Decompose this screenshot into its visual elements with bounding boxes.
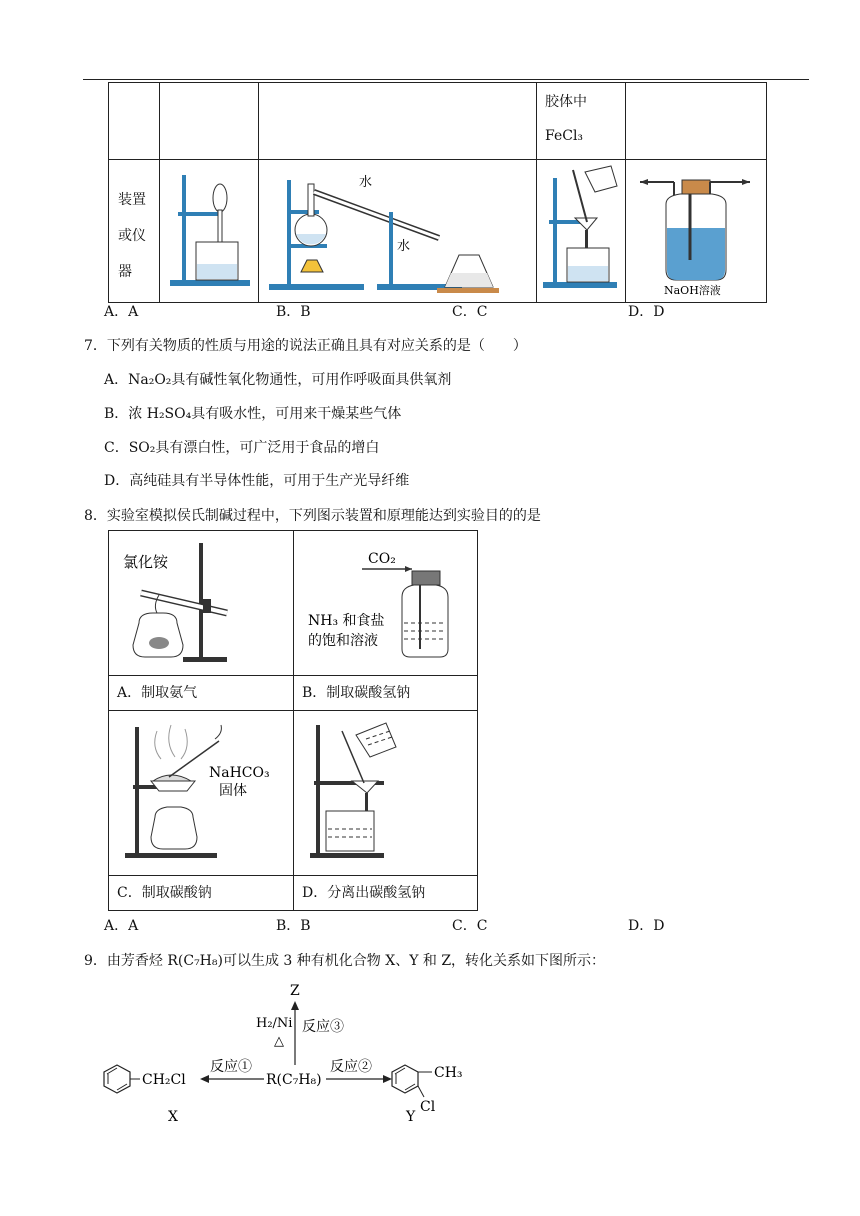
delta-label: △ [274, 1034, 284, 1049]
reaction2-label: 反应② [330, 1059, 372, 1075]
q7-option-d[interactable]: D．高纯硅具有半导体性能，可用于生产光导纤维 [104, 473, 410, 489]
cl-label: Cl [420, 1099, 436, 1115]
q7-option-b[interactable]: B．浓 H₂SO₄具有吸水性，可用来干燥某些气体 [104, 406, 402, 422]
co2-label: CO₂ [368, 551, 396, 567]
separatory-funnel-stand-figure [160, 160, 258, 298]
q6-cell-b-top [259, 83, 537, 160]
distillation-figure [259, 160, 536, 298]
reaction-scheme [90, 975, 510, 1130]
q6-option-a[interactable]: A．A [104, 304, 139, 320]
q6-row-label-1: 装置 [118, 192, 146, 208]
reaction3-label: 反应③ [302, 1019, 344, 1035]
q8-figure-a [109, 531, 294, 676]
q8-caption-a: A．制取氨气 [117, 685, 198, 701]
q6-apparatus-a [160, 160, 259, 303]
q7-option-c[interactable]: C．SO₂具有漂白性，可广泛用于食品的增白 [104, 440, 380, 456]
q8-option-a[interactable]: A．A [104, 918, 139, 934]
gas-washing-bottle-figure [626, 160, 766, 298]
q8-option-d[interactable]: D．D [628, 918, 665, 934]
reaction1-label: 反应① [210, 1059, 252, 1075]
q6-cell-c-top [537, 83, 626, 160]
q6-option-c[interactable]: C．C [452, 304, 488, 320]
ammonia-prep-figure [109, 531, 293, 671]
nh3-label-2: 的饱和溶液 [308, 633, 378, 649]
q8-caption-a-cell [109, 676, 294, 711]
q8-figure-b [294, 531, 478, 676]
nahco3-label-2: 固体 [219, 783, 247, 799]
nahco3-prep-figure [294, 531, 477, 671]
y-label: Y [406, 1109, 416, 1125]
q7-option-a[interactable]: A．Na₂O₂具有碱性氧化物通性，可用作呼吸面具供氧剂 [104, 372, 452, 388]
r-label: R(C₇H₈) [266, 1072, 322, 1088]
q6-cell-a-top [160, 83, 259, 160]
nh3-label-1: NH₃ 和食盐 [308, 613, 385, 629]
q8-caption-b-cell [294, 676, 478, 711]
q8-option-b[interactable]: B．B [276, 918, 311, 934]
filtration-figure [537, 160, 625, 298]
q6-apparatus-c [537, 160, 626, 303]
q6-row-label-cell [109, 160, 160, 303]
q7-stem: 7．下列有关物质的性质与用途的说法正确且具有对应关系的是（ ） [84, 338, 527, 354]
q6-apparatus-d [626, 160, 767, 303]
q8-table [108, 530, 478, 911]
header-rule [83, 79, 809, 80]
q8-caption-b: B．制取碳酸氢钠 [302, 685, 411, 701]
q6-row-label-3: 器 [118, 264, 132, 280]
na2co3-prep-figure [109, 711, 293, 871]
q8-stem: 8．实验室模拟侯氏制碱过程中，下列图示装置和原理能达到实验目的的是 [84, 508, 541, 524]
q8-figure-c [109, 711, 294, 876]
q6-row-label-2: 或仪 [118, 228, 146, 244]
q9-stem: 9．由芳香烃 R(C₇H₈)可以生成 3 种有机化合物 X、Y 和 Z，转化关系如下图所示： [84, 953, 606, 969]
q6-apparatus-b [259, 160, 537, 303]
q6-empty-cell [109, 83, 160, 160]
h2ni-label: H₂/Ni [256, 1016, 293, 1031]
q6-c-line2: FeCl₃ [545, 128, 584, 144]
q8-caption-c: C．制取碳酸钠 [117, 885, 212, 901]
q6-cell-d-top [626, 83, 767, 160]
q6-c-line1: 胶体中 [545, 94, 587, 110]
q8-caption-d-cell [294, 876, 478, 911]
z-label: Z [290, 983, 300, 999]
filtration-separation-figure [294, 711, 477, 871]
nh4cl-label: 氯化铵 [123, 553, 169, 571]
nahco3-label-1: NaHCO₃ [209, 765, 270, 781]
q8-caption-d: D．分离出碳酸氢钠 [302, 885, 426, 901]
q6-option-b[interactable]: B．B [276, 304, 311, 320]
water-label-top: 水 [359, 175, 373, 190]
ch2cl-label: CH₂Cl [142, 1072, 186, 1088]
naoh-label: NaOH溶液 [664, 284, 721, 297]
q6-table [108, 82, 767, 303]
q8-option-c[interactable]: C．C [452, 918, 488, 934]
water-label-bottom: 水 [397, 239, 411, 254]
q8-figure-d [294, 711, 478, 876]
q6-option-d[interactable]: D．D [628, 304, 665, 320]
ch3-label: CH₃ [434, 1065, 463, 1081]
q8-caption-c-cell [109, 876, 294, 911]
x-label: X [168, 1109, 178, 1125]
